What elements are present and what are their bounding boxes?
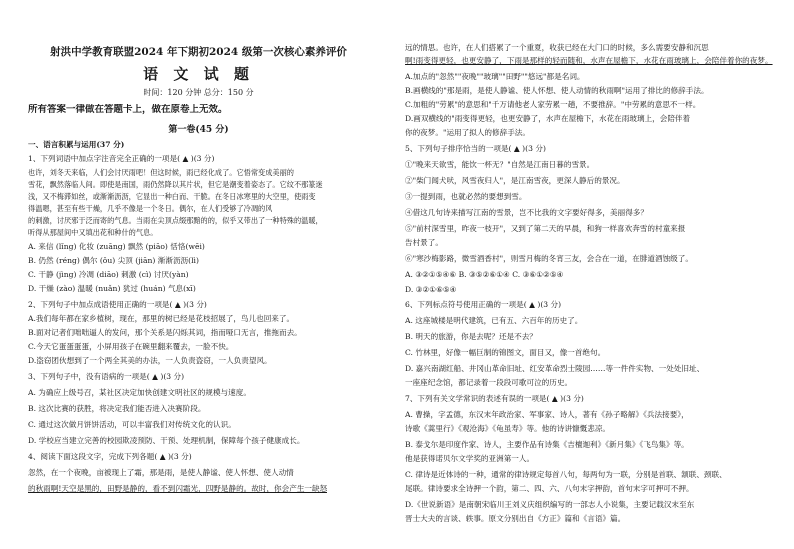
option-b: B. 仍然 (réng) 偶尔 (ǒu) 尖顶 (jiān) 渐渐沥沥(lì) (28, 256, 199, 265)
part-heading: 一、语言积累与运用(37 分) (28, 140, 125, 149)
option-b: B. 明天的旅游，你是去呢？还是不去？ (405, 332, 537, 341)
option-a: A. 这座城楼是明代建筑，已有五、六百年的历史了。 (405, 316, 583, 325)
option-a: A. 为确应上级号召，某社区决定加快创建文明社区的规模与速度。 (28, 388, 251, 397)
option-a: A.我们每年都在家乡植树，现在，那里的树已经是花枝招展了，鸟儿也回来了。 (28, 314, 295, 323)
question-3: 3、下列句子中，没有语病的一项是( ▲ )(3 分) (28, 372, 185, 381)
passage-line: 听得从那屋间中又填出花和种什的气息。 (28, 229, 158, 237)
option-b: B.画横线的"那是雨，是使人静谧、使人怀想、使人动情的秋雨啊"运用了排比的修辞手法。 (405, 86, 709, 95)
question-1: 1、下列词语中加点字注音完全正确的一项是( ▲ )(3 分) (28, 154, 215, 163)
option-a: A. 来信 (lǐng) 化妆 (zuāng) 飘然 (piāo) 恬恪(wēi) (28, 242, 205, 251)
question-5: 5、下列句子排序恰当的一项是( ▲ )(3 分) (405, 144, 546, 153)
option-d: D.《世说新语》是南朝宋临川王刘义庆组织编写的一部志人小说集，主要记载汉末至东 (405, 500, 695, 509)
sentence-2: ②"柴门闻犬吠，风雪夜归人"，是江南雪夜，更深人静后的景况。 (405, 176, 625, 185)
passage-line: 的刺激，讨厌邪于泛而寄的气息。当雨在尖顶点缀那黯的的，似乎又带出了一种特殊的温暖， (28, 217, 323, 225)
option-d: D. 嘉兴南湖红船、井冈山革命旧址、红安革命烈士陵园……等一件件实物、一处处旧址、 (405, 364, 705, 373)
option-d: D.画双横线的"雨变得更轻，也更安静了，水声在屋檐下，水花在雨玻璃上，会陪伴着 (405, 114, 691, 123)
section-title: 第一卷(45 分) (168, 125, 229, 135)
passage-line: 雪花，飘然落临人间。即使是南国，雨仍然降以其片状，但它是潮变着姿态了。它纹不那篆迷 (28, 181, 323, 189)
option-d-cont: 一座座纪念馆，都记录着一段段可歌可泣的历史。 (405, 378, 573, 387)
question-7: 7、下列有关文学常识的表述有误的一项是( ▲ )(3 分) (405, 394, 584, 403)
option-c: C. 干静 (jìng) 冷凋 (diāo) 刺激 (cì) 讨厌(yàn) (28, 270, 189, 279)
option-c: C. 律诗是近体诗的一种，通常的律诗规定每首八句，每两句为一联，分别是首联、颔联、颈联、 (405, 470, 727, 479)
sentence-6: ⑥"寒沙梅影路，微雪酒香村"，则雪月梅的冬宵三友，会合在一道，在腓道酒蚀级了。 (405, 254, 693, 263)
option-c: C. 竹林里，好像一幅巨制的锦图文，面目又，像一首绝句。 (405, 348, 606, 357)
question-4: 4、阅读下面这段文字，完成下列各题( ▲ )(3 分) (28, 452, 192, 461)
passage-line: 忽然，在一个夜晚，亩被现上了霜，那是雨，是使人静谧、使人怀想、使人动情 (28, 468, 294, 477)
passage-line: 浅，又不梅滞如丝，或渐渐沥沥，它显出一种白而、干脆。在冬日冰寒里的大空里，使雨变 (28, 193, 316, 201)
passage-line: 的秋雨啊!天空是黑的，田野是静的，看不到闪霜光，四野是静的。故时，你会产生一缺怒 (28, 484, 328, 493)
question-2: 2、下列句子中加点成语使用正确的一项是( ▲ )(3 分) (28, 300, 207, 309)
sentence-5-cont: 告村景了。 (405, 238, 443, 247)
option-d-cont: 你的夜梦。"运用了拟人的修辞手法。 (405, 128, 530, 137)
question-6: 6、下列标点符号使用正确的一项是( ▲ )(3 分) (405, 300, 562, 309)
option-d: D. 学校应当建立完善的校园欺凌预防、干预、处理机制，保障每个孩子健康成长。 (28, 436, 305, 445)
option-c: C.加粗的"劳累"的意思和"千万请他老人家劳累一趟，不要推辞。"中劳累的意思不一样。 (405, 100, 701, 109)
option-d: D. ③②①⑥⑤④ (405, 285, 457, 294)
option-a: A. 曹操，字孟德，东汉末年政治家、军事家、诗人，著有《孙子略解》《兵法接要》， (405, 410, 689, 419)
option-b-cont: 他是获得诺贝尔文学奖的亚洲第一人。 (405, 454, 535, 463)
option-b: B. 泰戈尔是印度作家、诗人，主要作品有诗集《吉檀迦利》《新月集》《飞鸟集》等。 (405, 440, 689, 449)
option-d-cont: 晋士大夫的言谈、轶事。原文分别出自《方正》篇和《言语》篇。 (405, 514, 626, 523)
sentence-1: ①"晚来天欲雪，能饮一杯无？"自然是江南日暮的雪景。 (405, 160, 595, 169)
passage-line: 也许，刘冬天来临，人们会讨厌雨吧！但这时候，雨已经化成了。它悟常变成美丽的 (28, 169, 294, 177)
sentence-4: ④借这几句诗来描写江南的雪景，岂不比我的文字要好得多，美丽得多？ (405, 208, 648, 217)
option-d: D.盗窃团伙想到了一个两全其美的办法，一人负责盗窃，一人负责望风。 (28, 356, 272, 365)
sentence-3: ③一提到雨，也就必然的要想到雪。 (405, 192, 527, 201)
option-b: B.面对记者们咄咄逼人的发问，那个关系是闪烁其词，指而哑口无言，推拖而去。 (28, 328, 302, 337)
passage-line: 远的情思。也许，在人们搭累了一个重夏，收获已经在大门口的时候，多么需要安静和沉思 (405, 43, 709, 52)
right-page (397, 0, 794, 549)
subject-title: 语 文 试 题 (143, 66, 254, 83)
exam-title: 射洪中学教育联盟2024 年下期初2024 级第一次核心素养评价 (50, 46, 347, 58)
passage-line: 得温嗯，甚至有些干燥，几乎不像是一个冬日。偶尔，在人们受够了冷凋的风 (28, 205, 273, 213)
sentence-5: ⑤"前村深雪里，昨夜一枝开"，又到了第二天的早晨，和狗一样喜欢奔雪的村童来报 (405, 224, 686, 233)
option-d: D. 干燥 (zào) 温暖 (nuǎn) 犹过 (huán) 气息(xī) (28, 284, 196, 293)
option-a: A.加点的"忽然""夜晚""玻璃""田野""悠远"都是名词。 (405, 72, 585, 81)
option-c: C. 通过这次做月饼饼活动，可以丰富我们对传统文化的认识。 (28, 420, 236, 429)
passage-line: 啊!雨变得更轻，也更安静了，下雨是那样的轻而随和，水声在屋檐下，水花在雨玻璃上，会陪伴着你的夜梦。 (405, 56, 773, 65)
option-a-cont: 诗歌《蒿里行》《观沧海》《龟虽寿》等。他的诗讲慷慨悲凉。 (405, 424, 611, 433)
time-score: 时间：120 分钟 总分：150 分 (143, 88, 254, 97)
options-abc: A. ③②①⑤④⑥ B. ③⑤②⑥①④ C. ③⑥①②⑤④ (405, 270, 564, 279)
option-b: B. 这次比赛的获胜，将决定我们能否进入决赛阶段。 (28, 404, 206, 413)
exam-notice: 所有答案一律做在答题卡上，做在原卷上无效。 (28, 104, 228, 115)
option-c: C.今天它蛋蛋蛋蛋，小屏用孩子在碗里翻来覆去，一脸不快。 (28, 342, 234, 351)
option-c-cont: 尾联。律诗要求全诗押一个韵，第二、四、六、八句末字押韵，首句末字可押可不押。 (405, 484, 694, 493)
